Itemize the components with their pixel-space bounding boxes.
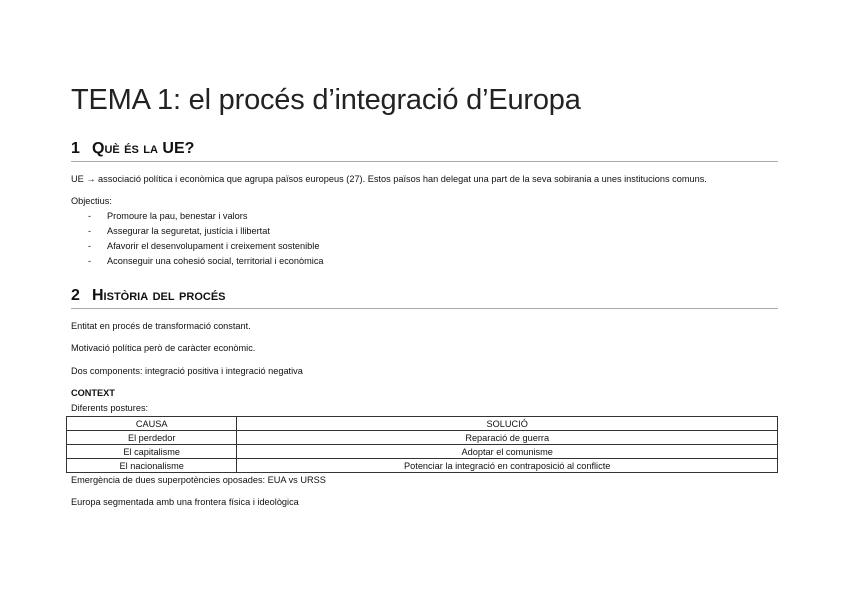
objectives-list — [88, 210, 324, 270]
list-item: - Promoure la pau, benestar i valors — [88, 211, 248, 221]
paragraph: Motivació política però de caràcter econòmic. — [71, 343, 256, 353]
section-2-heading — [71, 287, 778, 309]
section-1-heading — [71, 140, 778, 162]
table-row — [67, 459, 778, 473]
table-cell: Reparació de guerra — [237, 431, 778, 445]
list-item: - Aconseguir una cohesió social, territorial i econòmica — [88, 256, 324, 266]
paragraph: Entitat en procés de transformació constant. — [71, 321, 251, 331]
paragraph: Europa segmentada amb una frontera física i ideològica — [71, 497, 299, 507]
list-item: - Assegurar la seguretat, justícia i llibertat — [88, 226, 270, 236]
table-row — [67, 445, 778, 459]
list-item: - Afavorir el desenvolupament i creixement sostenible — [88, 241, 320, 251]
paragraph: Emergència de dues superpotències oposades: EUA vs URSS — [71, 475, 326, 485]
section-1-number: 1 — [71, 140, 80, 157]
paragraph: Dos components: integració positiva i integració negativa — [71, 366, 303, 376]
table-cell: El capitalisme — [67, 445, 237, 459]
ue-definition: UE → associació política i econòmica que agrupa països europeus (27). Estos països han delegat una part de la seva sobirania a unes institucions comuns. — [71, 174, 707, 184]
section-2-title: Història del procés — [92, 287, 226, 304]
table-header-causa: CAUSA — [67, 417, 237, 431]
section-1-title: Què és la UE? — [92, 140, 195, 157]
objectives-label: Objectius: — [71, 196, 112, 206]
section-2-number: 2 — [71, 287, 80, 304]
table-cell: El perdedor — [67, 431, 237, 445]
document-title: TEMA 1: el procés d’integració d’Europa — [71, 84, 581, 116]
table-cell: Adoptar el comunisme — [237, 445, 778, 459]
causes-solutions-table — [66, 416, 778, 473]
postures-label: Diferents postures: — [71, 403, 149, 413]
table-header-solucio: SOLUCIÓ — [237, 417, 778, 431]
table-header-row — [67, 417, 778, 431]
table-row — [67, 431, 778, 445]
table-cell: El nacionalisme — [67, 459, 237, 473]
table-cell: Potenciar la integració en contraposició al conflicte — [237, 459, 778, 473]
context-label: CONTEXT — [71, 388, 115, 398]
